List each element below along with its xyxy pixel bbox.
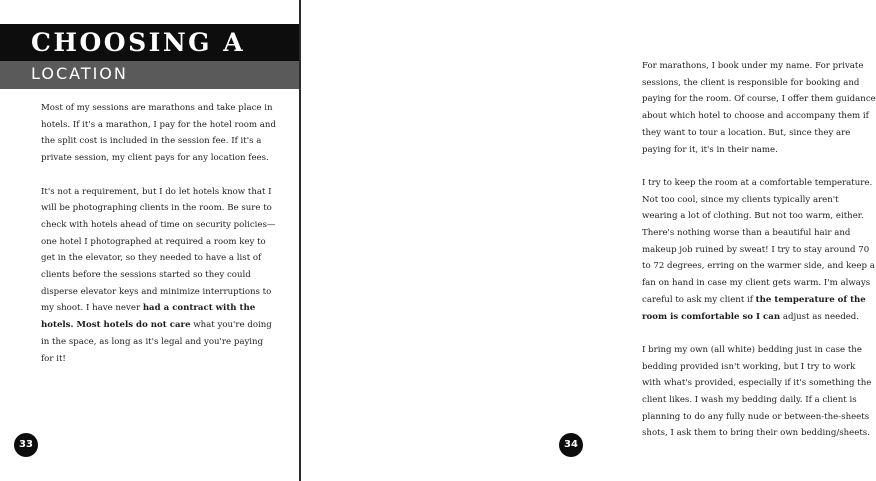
paragraph-text: I try to keep the room at a comfortable temperature. Not too cool, since my clients typically aren't wearing a lot of clothing. But not too warm, either. There's nothing worse than a beautiful hair and makeup job ruined by sweat! I try to stay around 70 to 72 degrees, erring on the warmer side, and keep a fan on hand in case my client gets warm. I'm always careful to ask my client if xyxy=(642,177,875,305)
paragraph-text: I bring my own (all white) bedding just in case the bedding provided isn't working, but I try to work with what's provided, especially if it's something the client likes. I wash my bedding daily. If a client is planning to do any fully nude or between-the-sheets shots, I ask them to bring their own bedding/sheets. xyxy=(642,344,872,439)
right-body-text xyxy=(642,58,876,459)
paragraph-text: It's not a requirement, but I do let hotels know that I will be photographing clients in the room. Be sure to check with hotels ahead of time on security policies—one hotel I photographed at required a room key to get in the elevator, so they needed to have a list of clients before the sessions started so they could disperse elevator keys and minimize interruptions to my shoot. I have never xyxy=(41,186,276,314)
bold-phrase: the temperature of the room is comfortable so I can xyxy=(642,294,866,322)
bold-phrase: had a contract with the hotels. Most hotels do not care xyxy=(41,303,256,331)
paragraph xyxy=(41,184,277,368)
page-number-badge: 34 xyxy=(559,433,583,457)
paragraph-text: adjust as needed. xyxy=(780,311,860,322)
paragraph xyxy=(642,342,876,442)
right-page xyxy=(301,0,876,481)
paragraph xyxy=(642,58,876,158)
paragraph xyxy=(41,100,277,167)
chapter-subheading: LOCATION xyxy=(31,64,128,83)
page-number-badge: 33 xyxy=(14,433,38,457)
paragraph-text: For marathons, I book under my name. For private sessions, the client is responsible for booking and paying for the room. Of course, I offer them guidance about which hotel to choose and accompany them if they want to tour a location. But, since they are paying for it, it's in their name. xyxy=(642,61,876,155)
paragraph-text: Most of my sessions are marathons and take place in hotels. If it's a marathon, I pay for the hotel room and the split cost is included in the session fee. If it's a private session, my client pays for any location fees. xyxy=(41,103,276,164)
left-body-text xyxy=(41,100,277,384)
chapter-heading: CHOOSING A xyxy=(31,28,246,57)
left-page xyxy=(0,0,299,481)
paragraph-text: what you're doing in the space, as long as it's legal and you're paying for it! xyxy=(41,320,272,364)
paragraph xyxy=(642,175,876,325)
